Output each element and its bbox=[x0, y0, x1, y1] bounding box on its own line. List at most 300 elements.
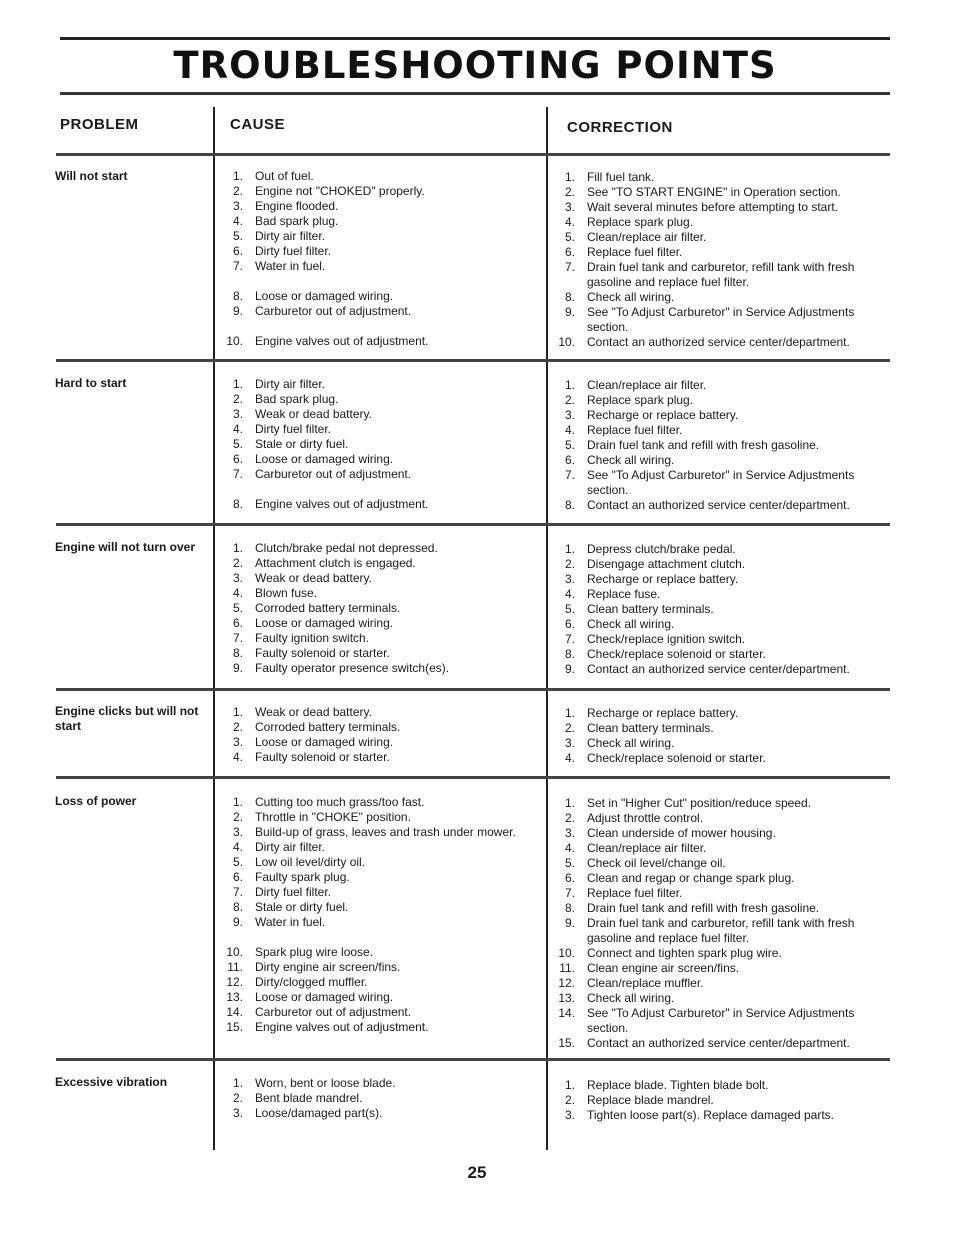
item-number: 7. bbox=[564, 260, 575, 274]
item-number: 8. bbox=[564, 498, 575, 512]
item-number: 5. bbox=[232, 855, 243, 869]
item-number: 3. bbox=[564, 1108, 575, 1122]
item-number: 3. bbox=[232, 825, 243, 839]
item-number: 5. bbox=[232, 229, 243, 243]
cause-item bbox=[220, 1020, 540, 1035]
item-text: Weak or dead battery. bbox=[255, 571, 372, 585]
correction-item bbox=[552, 393, 882, 408]
item-text: Worn, bent or loose blade. bbox=[255, 1076, 396, 1090]
item-number: 3. bbox=[232, 199, 243, 213]
item-text: Replace fuel filter. bbox=[587, 245, 683, 259]
item-text: Carburetor out of adjustment. bbox=[255, 1005, 412, 1019]
item-text: Dirty engine air screen/fins. bbox=[255, 960, 401, 974]
item-number: 9. bbox=[564, 305, 575, 319]
item-number: 1. bbox=[564, 706, 575, 720]
item-number: 8. bbox=[232, 289, 243, 303]
correction-list bbox=[552, 1078, 882, 1123]
item-text: Loose or damaged wiring. bbox=[255, 990, 394, 1004]
correction-item bbox=[552, 1006, 882, 1036]
problem-label: Loss of power bbox=[55, 794, 137, 808]
cause-item bbox=[220, 244, 540, 259]
item-number: 9. bbox=[232, 661, 243, 675]
item-text: Replace fuel filter. bbox=[587, 423, 683, 437]
item-text: Dirty air filter. bbox=[255, 840, 326, 854]
column-divider bbox=[546, 107, 548, 1150]
item-number: 8. bbox=[564, 901, 575, 915]
cause-item bbox=[220, 467, 540, 482]
correction-item bbox=[552, 215, 882, 230]
item-text: Loose or damaged wiring. bbox=[255, 735, 394, 749]
item-text: Faulty ignition switch. bbox=[255, 631, 370, 645]
correction-item bbox=[552, 796, 882, 811]
item-text: Faulty operator presence switch(es). bbox=[255, 661, 450, 675]
problem-label: Excessive vibration bbox=[55, 1075, 168, 1089]
problem-label: Engine will not turn over bbox=[55, 540, 196, 554]
cause-item bbox=[220, 855, 540, 870]
item-text: Drain fuel tank and carburetor, refill tank with fresh gasoline and replace fuel filter. bbox=[587, 260, 855, 289]
item-text: Out of fuel. bbox=[255, 169, 314, 183]
cause-item bbox=[220, 199, 540, 214]
cause-item bbox=[220, 840, 540, 855]
section-divider bbox=[56, 688, 890, 691]
cause-item bbox=[220, 661, 540, 676]
cause-item bbox=[220, 437, 540, 452]
item-text: Bad spark plug. bbox=[255, 392, 339, 406]
item-text: Check/replace solenoid or starter. bbox=[587, 647, 766, 661]
correction-item bbox=[552, 602, 882, 617]
item-number: 5. bbox=[564, 438, 575, 452]
item-text: Check all wiring. bbox=[587, 453, 675, 467]
item-number: 5. bbox=[564, 230, 575, 244]
item-number: 12. bbox=[226, 975, 243, 989]
item-number: 6. bbox=[232, 870, 243, 884]
item-number: 6. bbox=[564, 453, 575, 467]
item-number: 6. bbox=[564, 871, 575, 885]
item-text: Disengage attachment clutch. bbox=[587, 557, 746, 571]
item-number: 2. bbox=[564, 185, 575, 199]
correction-item bbox=[552, 736, 882, 751]
cause-item bbox=[220, 720, 540, 735]
item-number: 3. bbox=[564, 200, 575, 214]
cause-item bbox=[220, 975, 540, 990]
item-number: 2. bbox=[564, 393, 575, 407]
item-text: Dirty fuel filter. bbox=[255, 244, 332, 258]
item-text: See "To Adjust Carburetor" in Service Adjustments section. bbox=[587, 468, 855, 497]
cause-item bbox=[220, 616, 540, 631]
item-text: Contact an authorized service center/department. bbox=[587, 1036, 850, 1050]
item-number: 4. bbox=[232, 214, 243, 228]
item-number: 5. bbox=[564, 602, 575, 616]
item-number: 2. bbox=[564, 811, 575, 825]
cause-list bbox=[220, 169, 540, 349]
correction-item bbox=[552, 961, 882, 976]
item-text: Attachment clutch is engaged. bbox=[255, 556, 416, 570]
item-text: Engine flooded. bbox=[255, 199, 339, 213]
item-text: Carburetor out of adjustment. bbox=[255, 304, 412, 318]
item-number: 6. bbox=[564, 617, 575, 631]
item-number: 7. bbox=[232, 259, 243, 273]
correction-item bbox=[552, 826, 882, 841]
item-text: Loose/damaged part(s). bbox=[255, 1106, 383, 1120]
item-number: 12. bbox=[558, 976, 575, 990]
item-text: Throttle in "CHOKE" position. bbox=[255, 810, 411, 824]
item-text: Drain fuel tank and refill with fresh gasoline. bbox=[587, 901, 820, 915]
item-number: 8. bbox=[232, 900, 243, 914]
item-number: 5. bbox=[564, 856, 575, 870]
item-text: Replace spark plug. bbox=[587, 215, 694, 229]
item-number: 2. bbox=[232, 810, 243, 824]
correction-item bbox=[552, 468, 882, 498]
correction-item bbox=[552, 901, 882, 916]
item-number: 7. bbox=[232, 467, 243, 481]
cause-list bbox=[220, 795, 540, 1035]
item-text: Drain fuel tank and refill with fresh gasoline. bbox=[587, 438, 820, 452]
correction-item bbox=[552, 811, 882, 826]
correction-item bbox=[552, 542, 882, 557]
item-number: 3. bbox=[232, 571, 243, 585]
item-text: Clean/replace muffler. bbox=[587, 976, 704, 990]
correction-item bbox=[552, 916, 882, 946]
cause-item bbox=[220, 825, 540, 840]
cause-item bbox=[220, 452, 540, 467]
item-number: 4. bbox=[564, 423, 575, 437]
item-text: Weak or dead battery. bbox=[255, 407, 372, 421]
cause-item bbox=[220, 541, 540, 556]
correction-item bbox=[552, 841, 882, 856]
cause-column-header: CAUSE bbox=[230, 116, 286, 133]
item-number: 1. bbox=[232, 541, 243, 555]
item-text: Loose or damaged wiring. bbox=[255, 289, 394, 303]
section-divider bbox=[56, 1058, 890, 1061]
item-text: Clean engine air screen/fins. bbox=[587, 961, 740, 975]
correction-item bbox=[552, 335, 882, 350]
cause-item bbox=[220, 586, 540, 601]
section-divider bbox=[56, 523, 890, 526]
correction-item bbox=[552, 378, 882, 393]
cause-item bbox=[220, 601, 540, 616]
item-number: 14. bbox=[558, 1006, 575, 1020]
item-text: Clean/replace air filter. bbox=[587, 841, 707, 855]
item-text: Dirty/clogged muffler. bbox=[255, 975, 368, 989]
cause-list bbox=[220, 377, 540, 512]
item-number: 8. bbox=[564, 290, 575, 304]
item-number: 13. bbox=[226, 990, 243, 1004]
correction-item bbox=[552, 886, 882, 901]
item-number: 4. bbox=[564, 841, 575, 855]
correction-item bbox=[552, 706, 882, 721]
item-number: 9. bbox=[232, 304, 243, 318]
correction-item bbox=[552, 871, 882, 886]
cause-item bbox=[220, 377, 540, 392]
correction-item bbox=[552, 1093, 882, 1108]
correction-item bbox=[552, 662, 882, 677]
cause-item bbox=[220, 1106, 540, 1121]
item-text: Contact an authorized service center/department. bbox=[587, 335, 850, 349]
item-number: 8. bbox=[232, 497, 243, 511]
item-number: 4. bbox=[232, 750, 243, 764]
item-text: Replace spark plug. bbox=[587, 393, 694, 407]
item-text: Clean underside of mower housing. bbox=[587, 826, 776, 840]
cause-item bbox=[220, 304, 540, 319]
item-number: 2. bbox=[232, 556, 243, 570]
cause-item bbox=[220, 810, 540, 825]
item-text: Loose or damaged wiring. bbox=[255, 452, 394, 466]
item-text: Set in "Higher Cut" position/reduce speed. bbox=[587, 796, 811, 810]
item-number: 2. bbox=[232, 392, 243, 406]
correction-item bbox=[552, 572, 882, 587]
item-text: Faulty solenoid or starter. bbox=[255, 750, 390, 764]
item-text: Recharge or replace battery. bbox=[587, 408, 739, 422]
item-text: Check all wiring. bbox=[587, 736, 675, 750]
correction-item bbox=[552, 305, 882, 335]
item-text: Wait several minutes before attempting to start. bbox=[587, 200, 838, 214]
correction-item bbox=[552, 751, 882, 766]
item-number: 5. bbox=[232, 437, 243, 451]
item-text: Dirty fuel filter. bbox=[255, 422, 332, 436]
correction-item bbox=[552, 946, 882, 961]
item-text: Adjust throttle control. bbox=[587, 811, 704, 825]
cause-item bbox=[220, 169, 540, 184]
item-text: Carburetor out of adjustment. bbox=[255, 467, 412, 481]
item-number: 6. bbox=[232, 616, 243, 630]
page-title: TROUBLESHOOTING POINTS bbox=[173, 44, 777, 87]
item-text: Stale or dirty fuel. bbox=[255, 900, 349, 914]
cause-item bbox=[220, 900, 540, 915]
item-text: Check all wiring. bbox=[587, 290, 675, 304]
item-number: 3. bbox=[232, 735, 243, 749]
item-text: Water in fuel. bbox=[255, 915, 326, 929]
cause-item bbox=[220, 392, 540, 407]
item-number: 1. bbox=[232, 377, 243, 391]
item-text: Depress clutch/brake pedal. bbox=[587, 542, 736, 556]
item-text: Engine valves out of adjustment. bbox=[255, 497, 429, 511]
problem-label: Hard to start bbox=[55, 376, 127, 390]
item-text: Low oil level/dirty oil. bbox=[255, 855, 366, 869]
item-number: 2. bbox=[564, 557, 575, 571]
item-text: Dirty air filter. bbox=[255, 229, 326, 243]
item-text: Check oil level/change oil. bbox=[587, 856, 726, 870]
item-number: 1. bbox=[564, 542, 575, 556]
item-text: Replace fuel filter. bbox=[587, 886, 683, 900]
correction-item bbox=[552, 721, 882, 736]
item-number: 7. bbox=[564, 886, 575, 900]
item-text: Corroded battery terminals. bbox=[255, 601, 401, 615]
item-text: See "To Adjust Carburetor" in Service Adjustments section. bbox=[587, 305, 855, 334]
item-number: 2. bbox=[564, 721, 575, 735]
section-divider bbox=[56, 153, 890, 156]
item-text: Tighten loose part(s). Replace damaged parts. bbox=[587, 1108, 835, 1122]
cause-item bbox=[220, 646, 540, 661]
cause-item bbox=[220, 735, 540, 750]
item-text: Engine not "CHOKED" properly. bbox=[255, 184, 425, 198]
correction-item bbox=[552, 856, 882, 871]
item-number: 4. bbox=[232, 840, 243, 854]
item-text: Recharge or replace battery. bbox=[587, 706, 739, 720]
item-number: 13. bbox=[558, 991, 575, 1005]
page-number: 25 bbox=[467, 1163, 487, 1182]
item-number: 1. bbox=[232, 705, 243, 719]
item-text: Faulty spark plug. bbox=[255, 870, 350, 884]
cause-item bbox=[220, 945, 540, 960]
correction-item bbox=[552, 632, 882, 647]
item-number: 7. bbox=[564, 468, 575, 482]
correction-column-header: CORRECTION bbox=[567, 119, 673, 136]
cause-list bbox=[220, 541, 540, 676]
item-number: 2. bbox=[232, 720, 243, 734]
item-text: Clean battery terminals. bbox=[587, 721, 714, 735]
cause-item bbox=[220, 571, 540, 586]
item-text: Connect and tighten spark plug wire. bbox=[587, 946, 782, 960]
cause-item bbox=[220, 229, 540, 244]
item-text: Clean/replace air filter. bbox=[587, 378, 707, 392]
item-number: 7. bbox=[232, 631, 243, 645]
item-number: 4. bbox=[564, 751, 575, 765]
cause-item bbox=[220, 184, 540, 199]
correction-list bbox=[552, 796, 882, 1051]
correction-item bbox=[552, 245, 882, 260]
item-number: 10. bbox=[558, 946, 575, 960]
item-number: 11. bbox=[227, 960, 243, 974]
correction-item bbox=[552, 498, 882, 513]
item-number: 6. bbox=[232, 452, 243, 466]
item-number: 7. bbox=[232, 885, 243, 899]
correction-item bbox=[552, 185, 882, 200]
item-text: Check/replace ignition switch. bbox=[587, 632, 746, 646]
problem-column-header: PROBLEM bbox=[60, 116, 139, 133]
cause-item bbox=[220, 885, 540, 900]
item-text: Check all wiring. bbox=[587, 991, 675, 1005]
item-number: 7. bbox=[564, 632, 575, 646]
item-text: Dirty fuel filter. bbox=[255, 885, 332, 899]
item-number: 1. bbox=[232, 169, 243, 183]
item-number: 1. bbox=[564, 796, 575, 810]
correction-item bbox=[552, 976, 882, 991]
item-number: 15. bbox=[226, 1020, 243, 1034]
item-text: Engine valves out of adjustment. bbox=[255, 1020, 429, 1034]
correction-item bbox=[552, 557, 882, 572]
item-number: 2. bbox=[232, 1091, 243, 1105]
item-text: Bent blade mandrel. bbox=[255, 1091, 363, 1105]
item-text: Bad spark plug. bbox=[255, 214, 339, 228]
item-number: 10. bbox=[226, 945, 243, 959]
item-text: Engine valves out of adjustment. bbox=[255, 334, 429, 348]
item-text: Clean and regap or change spark plug. bbox=[587, 871, 795, 885]
item-number: 11. bbox=[559, 961, 575, 975]
item-number: 1. bbox=[232, 795, 243, 809]
item-number: 3. bbox=[564, 572, 575, 586]
cause-list bbox=[220, 705, 540, 765]
item-text: Blown fuse. bbox=[255, 586, 318, 600]
correction-item bbox=[552, 260, 882, 290]
cause-item bbox=[220, 259, 540, 274]
item-text: Water in fuel. bbox=[255, 259, 326, 273]
item-number: 4. bbox=[232, 422, 243, 436]
problem-label: Engine clicks but will not start bbox=[55, 704, 199, 733]
item-number: 6. bbox=[232, 244, 243, 258]
item-text: Cutting too much grass/too fast. bbox=[255, 795, 425, 809]
item-number: 8. bbox=[564, 647, 575, 661]
cause-item bbox=[220, 960, 540, 975]
correction-item bbox=[552, 408, 882, 423]
item-number: 4. bbox=[564, 587, 575, 601]
item-number: 10. bbox=[226, 334, 243, 348]
item-number: 1. bbox=[564, 1078, 575, 1092]
item-text: Clutch/brake pedal not depressed. bbox=[255, 541, 438, 555]
cause-item bbox=[220, 1005, 540, 1020]
correction-item bbox=[552, 290, 882, 305]
item-text: Fill fuel tank. bbox=[587, 170, 655, 184]
item-text: Recharge or replace battery. bbox=[587, 572, 739, 586]
item-text: Dirty air filter. bbox=[255, 377, 326, 391]
cause-item bbox=[220, 214, 540, 229]
cause-list bbox=[220, 1076, 540, 1121]
item-number: 3. bbox=[564, 736, 575, 750]
title-underline bbox=[60, 92, 890, 95]
item-number: 3. bbox=[564, 826, 575, 840]
cause-item bbox=[220, 990, 540, 1005]
item-text: See "To Adjust Carburetor" in Service Adjustments section. bbox=[587, 1006, 855, 1035]
item-text: See "TO START ENGINE" in Operation section. bbox=[587, 185, 841, 199]
column-divider bbox=[213, 107, 215, 1150]
item-number: 1. bbox=[564, 378, 575, 392]
cause-item bbox=[220, 915, 540, 930]
cause-item bbox=[220, 289, 540, 304]
item-text: Clean/replace air filter. bbox=[587, 230, 707, 244]
item-number: 2. bbox=[564, 1093, 575, 1107]
item-number: 8. bbox=[232, 646, 243, 660]
cause-item bbox=[220, 556, 540, 571]
item-number: 1. bbox=[232, 1076, 243, 1090]
item-text: Check/replace solenoid or starter. bbox=[587, 751, 766, 765]
item-text: Contact an authorized service center/department. bbox=[587, 662, 850, 676]
correction-item bbox=[552, 423, 882, 438]
cause-item bbox=[220, 497, 540, 512]
correction-list bbox=[552, 542, 882, 677]
item-number: 9. bbox=[564, 662, 575, 676]
correction-list bbox=[552, 378, 882, 513]
cause-item bbox=[220, 750, 540, 765]
correction-list bbox=[552, 170, 882, 350]
item-number: 9. bbox=[564, 916, 575, 930]
item-number: 4. bbox=[232, 586, 243, 600]
item-text: Check all wiring. bbox=[587, 617, 675, 631]
item-text: Drain fuel tank and carburetor, refill tank with fresh gasoline and replace fuel filter. bbox=[587, 916, 855, 945]
item-number: 1. bbox=[564, 170, 575, 184]
item-text: Faulty solenoid or starter. bbox=[255, 646, 390, 660]
section-divider bbox=[56, 776, 890, 779]
item-text: Spark plug wire loose. bbox=[255, 945, 374, 959]
item-text: Contact an authorized service center/department. bbox=[587, 498, 850, 512]
item-text: Clean battery terminals. bbox=[587, 602, 714, 616]
correction-item bbox=[552, 200, 882, 215]
cause-item bbox=[220, 407, 540, 422]
correction-item bbox=[552, 1108, 882, 1123]
item-number: 9. bbox=[232, 915, 243, 929]
item-text: Replace blade. Tighten blade bolt. bbox=[587, 1078, 769, 1092]
item-text: Weak or dead battery. bbox=[255, 705, 372, 719]
item-text: Replace blade mandrel. bbox=[587, 1093, 714, 1107]
cause-item bbox=[220, 631, 540, 646]
item-number: 3. bbox=[564, 408, 575, 422]
cause-item bbox=[220, 705, 540, 720]
item-number: 15. bbox=[558, 1036, 575, 1050]
item-number: 14. bbox=[226, 1005, 243, 1019]
correction-item bbox=[552, 438, 882, 453]
item-text: Loose or damaged wiring. bbox=[255, 616, 394, 630]
cause-item bbox=[220, 334, 540, 349]
correction-item bbox=[552, 453, 882, 468]
cause-item bbox=[220, 422, 540, 437]
